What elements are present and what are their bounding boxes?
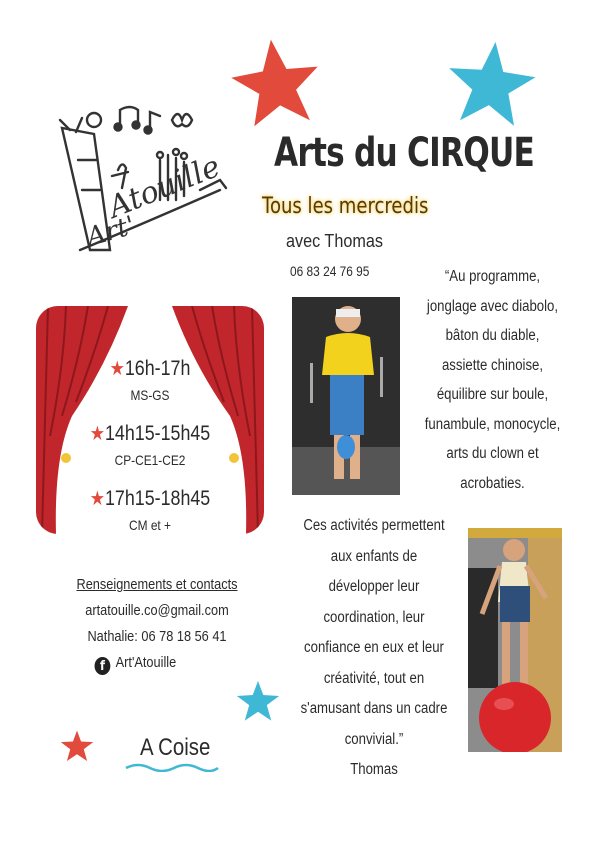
activities-line: s'amusant dans un cadre (300, 700, 448, 717)
teacher-line: avec Thomas (286, 231, 383, 251)
schedule-level: CM et + (129, 517, 171, 533)
page-title: Arts du CIRQUE (274, 130, 535, 176)
program-line: bâton du diable, (445, 327, 540, 344)
program-line: “Au programme, (444, 268, 541, 285)
red-star-small-icon (60, 730, 94, 762)
activities-line: confiance en eux et leur (304, 639, 444, 656)
schedule-slot-2 (40, 421, 260, 468)
schedule-time: ★17h15-18h45 (89, 487, 211, 510)
schedule-slot-1 (40, 356, 260, 403)
activities-line: aux enfants de (330, 547, 418, 565)
location-label: A Coise (140, 734, 211, 761)
facebook-icon: f (95, 657, 111, 675)
star-bullet-icon: ★ (89, 423, 106, 445)
program-line: assiette chinoise, (441, 356, 544, 374)
schedule-time: ★14h15-15h45 (89, 422, 211, 445)
teacher-phone: 06 83 24 76 95 (290, 263, 370, 279)
blue-star-small-icon (236, 680, 280, 722)
program-text (405, 262, 580, 498)
contact-phone: Nathalie: 06 78 18 56 41 (87, 629, 227, 645)
red-star-icon (225, 38, 320, 128)
schedule-slot-3 (40, 486, 260, 533)
program-line: acrobaties. (460, 474, 525, 492)
activities-signature: Thomas (350, 761, 398, 778)
program-line: jonglage avec diabolo, (426, 297, 559, 315)
contact-email[interactable]: artatouille.co@gmail.com (85, 603, 229, 619)
star-bullet-icon: ★ (89, 488, 106, 510)
contacts-block (52, 572, 262, 676)
activities-line: coordination, leur (323, 608, 425, 626)
program-line: équilibre sur boule, (436, 386, 549, 403)
program-line: arts du clown et (446, 445, 539, 462)
blue-star-icon (445, 40, 537, 126)
schedule-level: CP-CE1-CE2 (114, 452, 186, 468)
activities-line: créativité, tout en (323, 669, 425, 687)
activities-line: convivial.” (344, 730, 404, 748)
contacts-heading: Renseignements et contacts (76, 577, 238, 593)
subtitle: Tous les mercredis (262, 194, 429, 219)
facebook-link[interactable]: f Art'Atouille (65, 650, 250, 676)
logo-art-text: Art' (83, 210, 139, 253)
star-bullet-icon: ★ (109, 358, 125, 380)
logo-atouille-text: Atouille (103, 149, 226, 226)
schedule-level: MS-GS (130, 387, 170, 403)
activities-line: développer leur (328, 578, 420, 595)
activities-line: Ces activités permettent (303, 517, 445, 534)
activities-text (284, 511, 464, 786)
art-atouille-logo (50, 100, 235, 260)
program-line: funambule, monocycle, (424, 415, 561, 433)
diabolo-photo (292, 297, 400, 495)
schedule-time: ★16h-17h (109, 357, 191, 380)
wave-underline (124, 762, 220, 772)
ball-balance-photo (468, 528, 562, 752)
